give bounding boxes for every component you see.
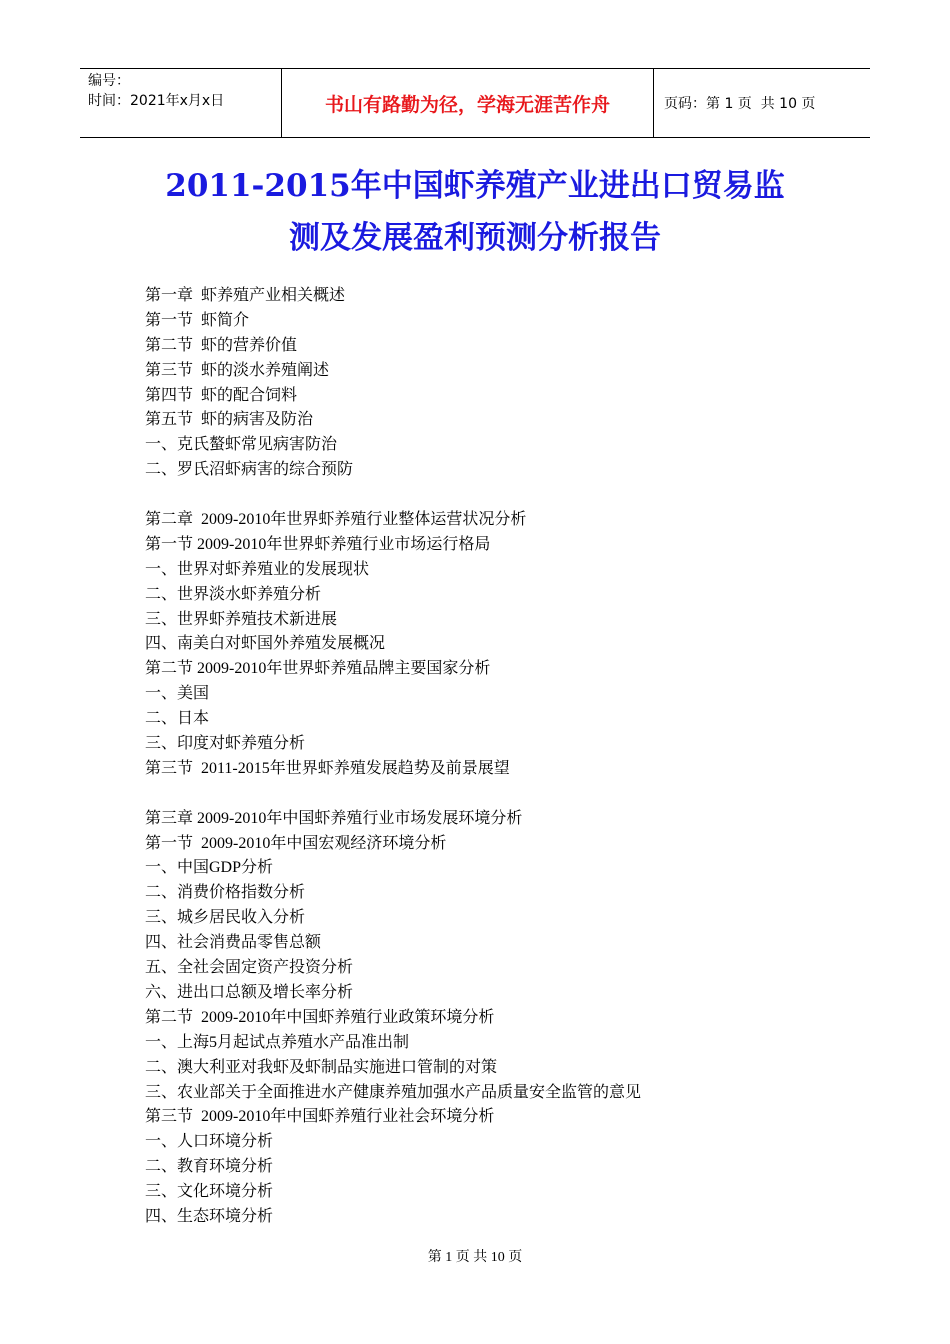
toc-line: 四、生态环境分析 (145, 1207, 274, 1225)
toc-line: 第四节 虾的配合饲料 (145, 386, 298, 404)
document-title (0, 160, 950, 264)
toc-line: 五、全社会固定资产投资分析 (145, 959, 354, 977)
toc-line: 三、农业部关于全面推进水产健康养殖加强水产品质量安全监管的意见 (145, 1083, 642, 1101)
toc-line: 第一节 2009-2010年中国宏观经济环境分析 (145, 834, 447, 852)
toc-line: 三、文化环境分析 (145, 1183, 274, 1201)
toc-line: 三、印度对虾养殖分析 (145, 735, 306, 753)
toc-line: 一、人口环境分析 (145, 1133, 274, 1151)
toc-line: 第三章 2009-2010年中国虾养殖行业市场发展环境分析 (145, 809, 523, 827)
toc-line: 六、进出口总额及增长率分析 (145, 983, 354, 1001)
toc-line (145, 483, 641, 508)
toc-line: 第三节 虾的淡水养殖阐述 (145, 361, 330, 379)
toc-line: 第一章 虾养殖产业相关概述 (145, 287, 346, 304)
toc-line: 第二章 2009-2010年世界虾养殖行业整体运营状况分析 (145, 511, 527, 529)
toc-line: 三、城乡居民收入分析 (145, 909, 306, 927)
title-line-1: 2011-2015年中国虾养殖产业进出口贸易监 (165, 168, 785, 204)
toc-line: 二、教育环境分析 (145, 1158, 274, 1176)
toc-line: 第二节 2009-2010年世界虾养殖品牌主要国家分析 (145, 660, 491, 678)
page-info: 页码：第 1 页 共 10 页 (664, 96, 816, 112)
page-footer: 第 1 页 共 10 页 (427, 1250, 523, 1265)
toc-line: 第二节 虾的营养价值 (145, 336, 298, 354)
header-motto-cell (282, 69, 654, 137)
toc-line: 四、社会消费品零售总额 (145, 934, 322, 952)
number-label: 编号： (88, 73, 130, 89)
toc-line: 二、日本 (145, 710, 210, 728)
toc-line: 一、美国 (145, 685, 210, 703)
toc-line: 二、世界淡水虾养殖分析 (145, 585, 322, 603)
toc-line: 第一节 2009-2010年世界虾养殖行业市场运行格局 (145, 535, 491, 553)
toc-line: 二、罗氏沼虾病害的综合预防 (145, 461, 354, 479)
toc-line: 二、消费价格指数分析 (145, 884, 306, 902)
table-of-contents (145, 284, 641, 1230)
toc-line: 第三节 2011-2015年世界虾养殖发展趋势及前景展望 (145, 759, 510, 777)
toc-line: 一、上海5月起试点养殖水产品准出制 (145, 1033, 410, 1051)
toc-line: 第二节 2009-2010年中国虾养殖行业政策环境分析 (145, 1008, 495, 1026)
time-label: 时间：2021年x月x日 (88, 93, 225, 109)
toc-line: 三、世界虾养殖技术新进展 (145, 610, 338, 628)
toc-line: 一、世界对虾养殖业的发展现状 (145, 560, 370, 578)
toc-line (145, 782, 641, 807)
toc-line: 一、中国GDP分析 (145, 859, 274, 877)
toc-line: 第三节 2009-2010年中国虾养殖行业社会环境分析 (145, 1108, 495, 1126)
motto-text: 书山有路勤为径，学海无涯苦作舟 (324, 93, 610, 116)
header-page-cell (654, 69, 870, 137)
title-line-2: 测及发展盈利预测分析报告 (289, 220, 661, 256)
toc-line: 第五节 虾的病害及防治 (145, 411, 314, 429)
toc-line: 一、克氏螯虾常见病害防治 (145, 436, 338, 454)
header-left-cell (80, 69, 282, 137)
toc-line: 四、南美白对虾国外养殖发展概况 (145, 635, 386, 653)
header-table (80, 68, 870, 138)
toc-line: 第一节 虾简介 (145, 311, 250, 329)
toc-line: 二、澳大利亚对我虾及虾制品实施进口管制的对策 (145, 1058, 498, 1076)
